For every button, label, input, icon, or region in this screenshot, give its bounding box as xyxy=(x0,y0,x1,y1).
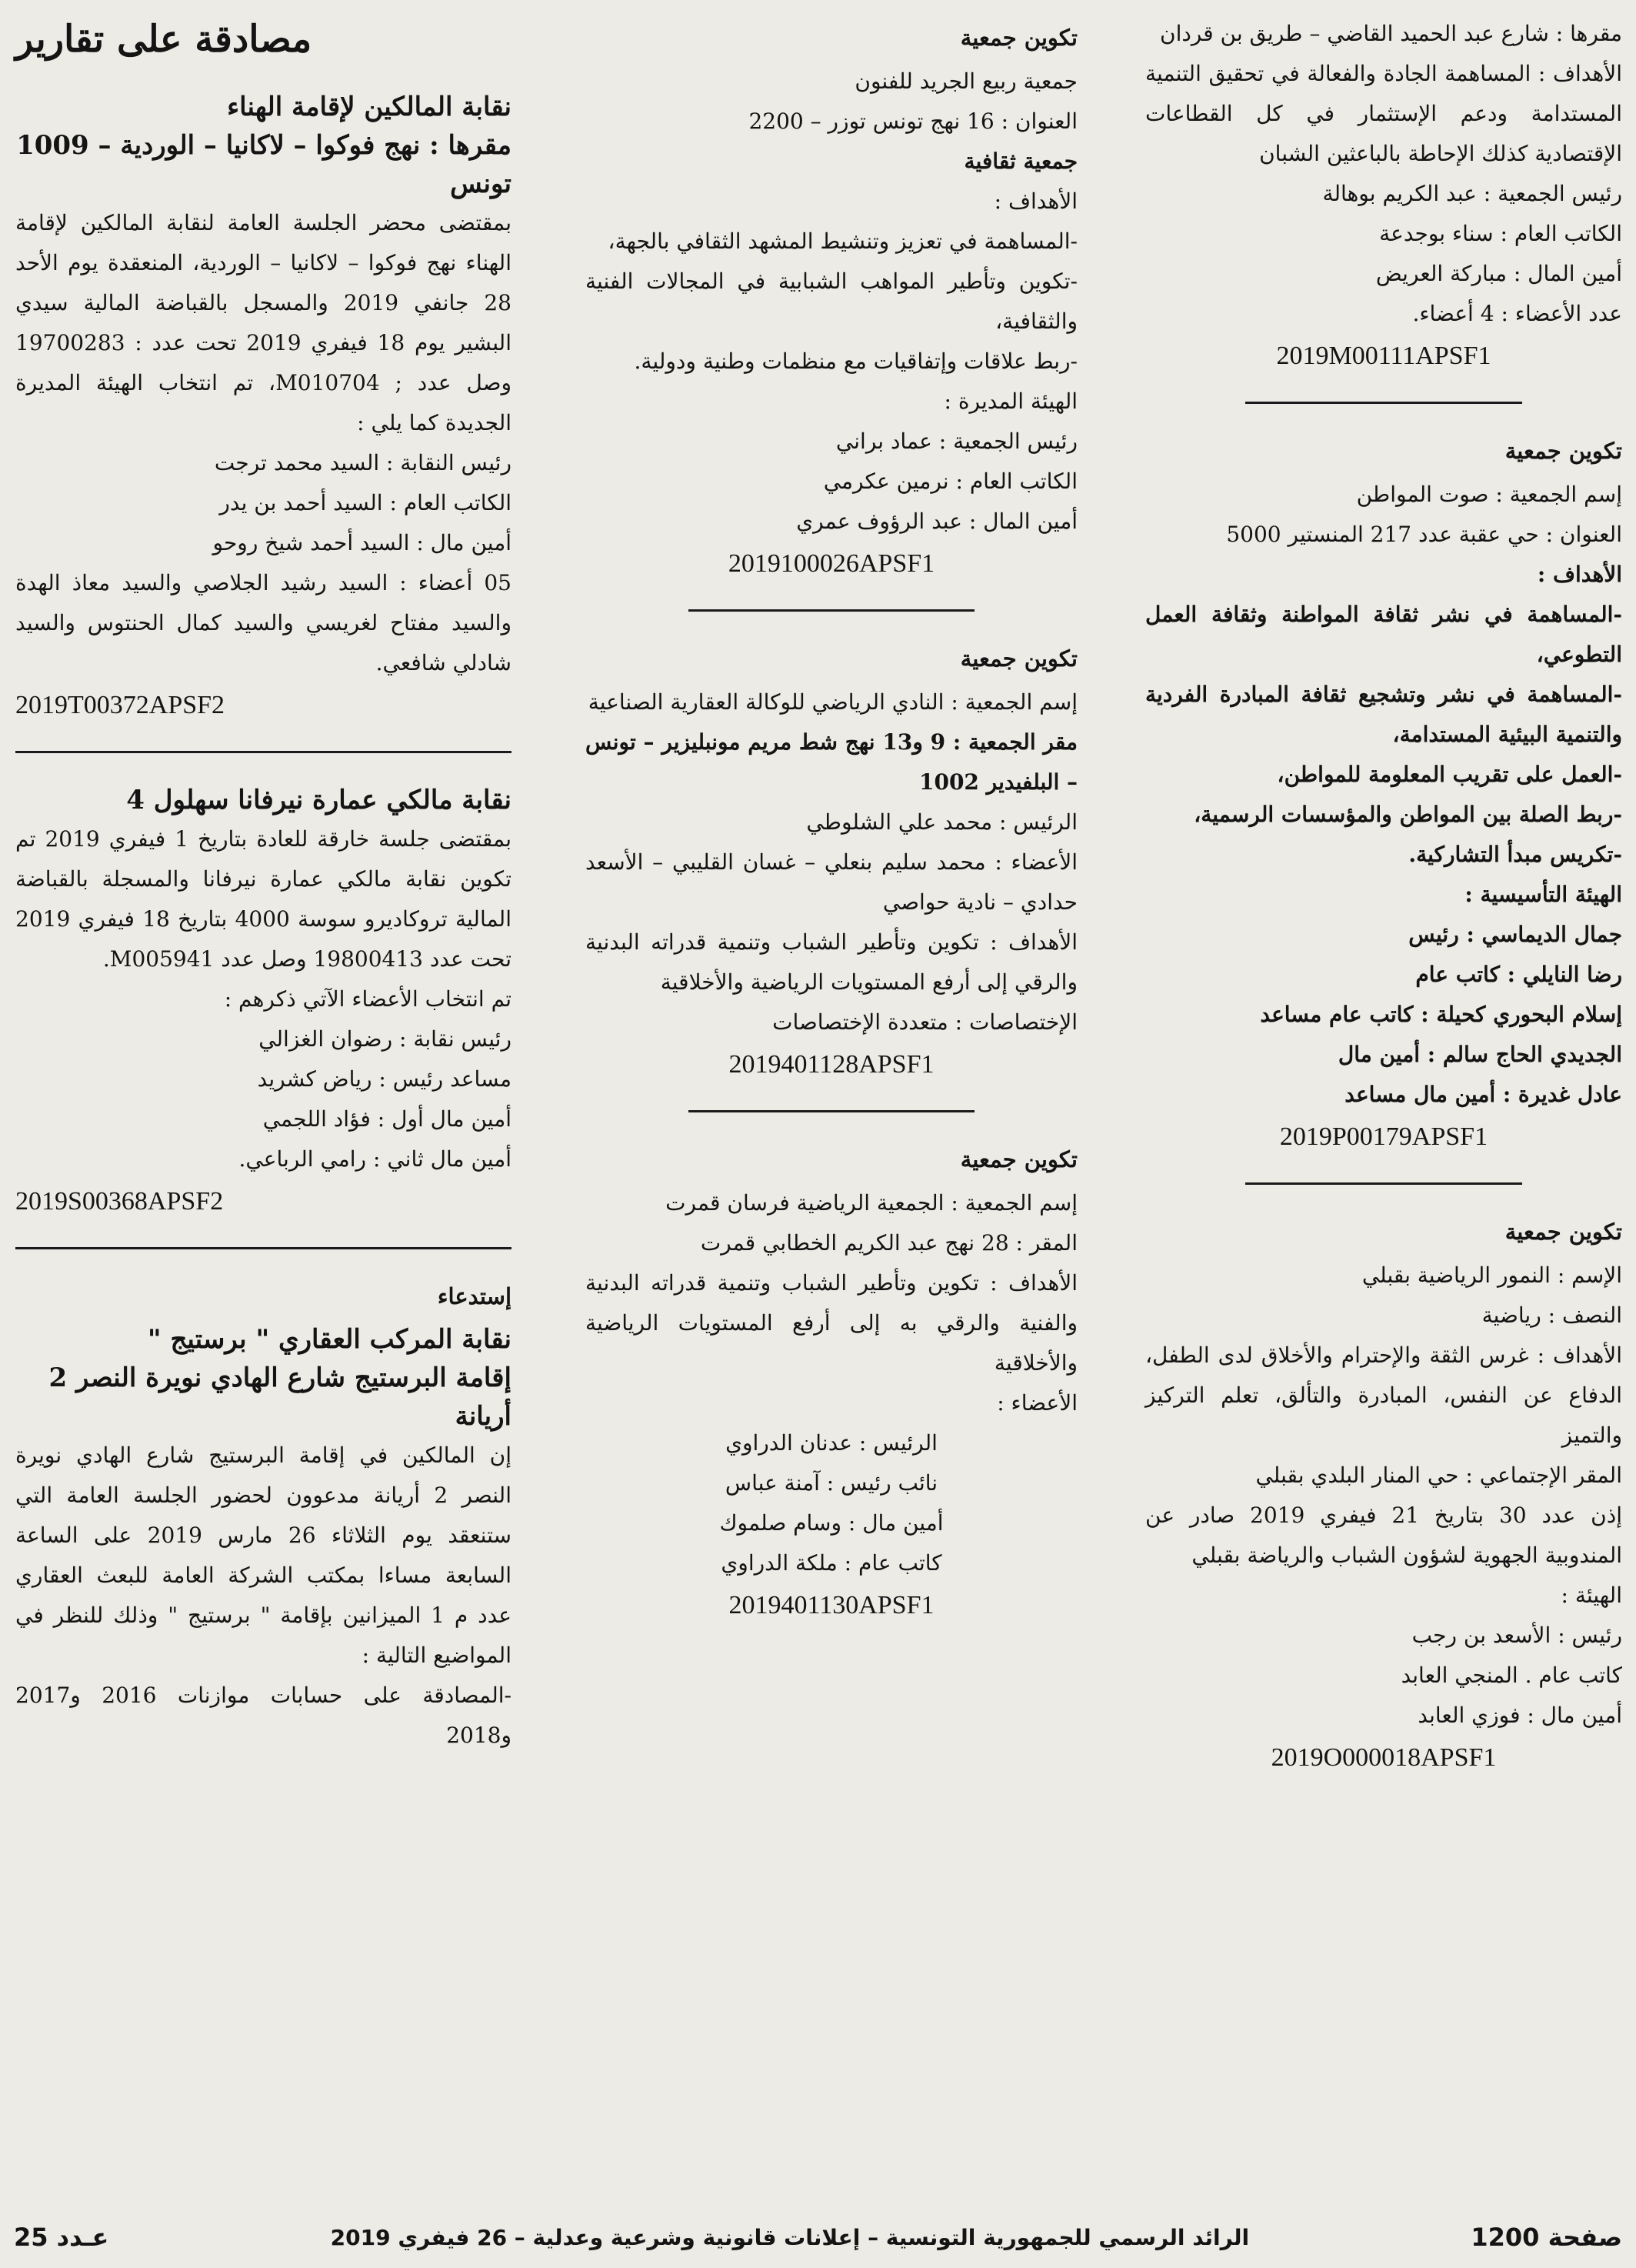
reference-code: 2019S00368APSF2 xyxy=(15,1187,224,1216)
notice-line: الكاتب العام : السيد أحمد بن يدر xyxy=(219,490,511,515)
notice-2 xyxy=(1145,432,1622,1156)
notice-line: -المصادقة على حسابات موازنات 2016 و2017 و2018 xyxy=(15,1683,511,1748)
notice-7 xyxy=(15,88,511,725)
notice-line: الأهداف : xyxy=(994,188,1078,214)
notice-line: الأهداف : xyxy=(1537,562,1622,587)
notice-line: عادل غديرة : أمين مال مساعد xyxy=(1344,1082,1622,1107)
notice-1 xyxy=(1145,14,1622,375)
notice-line: رئيس النقابة : السيد محمد ترجت xyxy=(214,450,511,475)
column-middle xyxy=(585,14,1078,1625)
divider xyxy=(688,609,974,612)
page-number: صفحة 1200 xyxy=(1471,2223,1622,2252)
notice-subheading: إقامة البرستيج شارع الهادي نويرة النصر 2 أريانة xyxy=(48,1362,511,1432)
notice-line: الإسم : النمور الرياضية بقبلي xyxy=(1361,1262,1622,1288)
notice-line: الهيئة المديرة : xyxy=(944,389,1078,414)
notice-line: تم انتخاب الأعضاء الآتي ذكرهم : xyxy=(224,986,511,1012)
reference-code: 2019100026APSF1 xyxy=(728,549,935,578)
notice-line: -ربط علاقات وإتفاقيات مع منظمات وطنية ودولية. xyxy=(634,349,1078,374)
notice-line: الرئيس : عدنان الدراوي xyxy=(725,1430,938,1456)
notice-heading: تكوين جمعية xyxy=(960,1146,1078,1172)
notice-line: مساعد رئيس : رياض كشريد xyxy=(257,1066,511,1092)
divider xyxy=(688,1110,974,1112)
notice-9 xyxy=(15,1277,511,1756)
notice-line: أمين مال : وسام صلموك xyxy=(719,1510,944,1536)
notice-line: بمقتضى جلسة خارقة للعادة بتاريخ 1 فيفري 2019 تم تكوين نقابة مالكي عمارة نيرفانا والمسجلة بالقباضة المالية تروكاديرو سوسة 4000 بتاريخ 18 فيفري 2019 تحت عدد 19800413 وصل عدد M005941. xyxy=(15,826,511,972)
reference-code: 2019M00111APSF1 xyxy=(1276,342,1491,370)
notice-line: جمعية ثقافية xyxy=(964,148,1078,174)
column-right xyxy=(1145,14,1622,1777)
notice-line: كاتب عام : ملكة الدراوي xyxy=(721,1550,942,1576)
notice-heading: تكوين جمعية xyxy=(960,25,1078,51)
notice-line: جمعية ربيع الجريد للفنون xyxy=(855,68,1078,94)
notice-line: مقر الجمعية : 9 و13 نهج شط مريم مونبليزير – تونس – البلفيدير 1002 xyxy=(585,729,1078,795)
notice-line: النصف : رياضية xyxy=(1481,1302,1622,1328)
issue-number: عـدد 25 xyxy=(14,2223,109,2252)
notice-line: -المساهمة في نشر وتشجيع ثقافة المبادرة الفردية والتنمية البيئية المستدامة، xyxy=(1145,682,1622,747)
notice-line: -العمل على تقريب المعلومة للمواطن، xyxy=(1277,762,1622,787)
notice-label: إستدعاء xyxy=(437,1283,511,1309)
notice-line: الكاتب العام : نرمين عكرمي xyxy=(823,469,1078,494)
notice-line: الكاتب العام : سناء بوجدعة xyxy=(1379,221,1622,246)
notice-subheading: مقرها : نهج فوكوا – لاكانيا – الوردية – 1009 تونس xyxy=(16,130,511,199)
notice-line: رئيس : الأسعد بن رجب xyxy=(1411,1623,1622,1648)
reference-code: 2019401130APSF1 xyxy=(728,1591,935,1619)
notice-line: أمين المال : مباركة العريض xyxy=(1375,261,1622,286)
notice-line: الأهداف : المساهمة الجادة والفعالة في تحقيق التنمية المستدامة ودعم الإستثمار في كل القطاعات الإقتصادية كذلك الإحاطة بالباعثين الشبان xyxy=(1145,61,1622,166)
notice-line: إسلام البحوري كحيلة : كاتب عام مساعد xyxy=(1260,1002,1622,1027)
notice-line: رئيس الجمعية : عبد الكريم بوهالة xyxy=(1322,181,1622,206)
notice-line: -تكريس مبدأ التشاركية. xyxy=(1408,842,1622,867)
notice-heading: تكوين جمعية xyxy=(960,645,1078,672)
reference-code: 2019T00372APSF2 xyxy=(15,691,225,719)
section-title: مصادقة على تقارير xyxy=(15,18,312,61)
notice-line: رئيس الجمعية : عماد براني xyxy=(835,429,1078,454)
notice-line: نائب رئيس : آمنة عباس xyxy=(725,1470,938,1496)
notice-line: -ربط الصلة بين المواطن والمؤسسات الرسمية، xyxy=(1194,802,1622,827)
notice-line: الأهداف : تكوين وتأطير الشباب وتنمية قدراته البدنية والرقي إلى أرفع المستويات الرياضية والأخلاقية xyxy=(585,929,1078,995)
reference-code: 2019P00179APSF1 xyxy=(1279,1122,1488,1151)
notice-line: إسم الجمعية : صوت المواطن xyxy=(1356,482,1622,507)
notice-line: رضا النايلي : كاتب عام xyxy=(1415,962,1622,987)
notice-line: العنوان : 16 نهج تونس توزر – 2200 xyxy=(748,108,1078,134)
notice-line: الهيئة : xyxy=(1561,1583,1622,1608)
notice-line: -تكوين وتأطير المواهب الشبابية في المجالات الفنية والثقافية، xyxy=(585,268,1078,334)
notice-line: أمين مال : فوزي العابد xyxy=(1418,1703,1622,1728)
notice-line: الأعضاء : محمد سليم بنعلي – غسان القليبي – الأسعد حدادي – نادية حواصي xyxy=(585,849,1078,915)
notice-line: الأعضاء : xyxy=(997,1390,1078,1416)
notice-heading: تكوين جمعية xyxy=(1504,1219,1622,1245)
notice-line: 05 أعضاء : السيد رشيد الجلاصي والسيد معاذ الهدة والسيد مفتاح لغريسي والسيد كمال الحنتوس والسيد شادلي شافعي. xyxy=(15,570,511,675)
notice-line: المقر الإجتماعي : حي المنار البلدي بقبلي xyxy=(1255,1463,1622,1488)
notice-line: إسم الجمعية : النادي الرياضي للوكالة العقارية الصناعية xyxy=(588,689,1078,715)
notice-line: إسم الجمعية : الجمعية الرياضية فرسان قمرت xyxy=(665,1190,1078,1216)
divider xyxy=(15,1247,511,1249)
notice-line: الأهداف : غرس الثقة والإحترام والأخلاق لدى الطفل، الدفاع عن النفس، المبادرة والتألق، تعلم التركيز والتميز xyxy=(1145,1342,1622,1448)
notice-line: العنوان : حي عقبة عدد 217 المنستير 5000 xyxy=(1226,522,1622,547)
notice-line: -المساهمة في تعزيز وتنشيط المشهد الثقافي بالجهة، xyxy=(608,228,1078,254)
notice-line: إن المالكين في إقامة البرستيج شارع الهادي نويرة النصر 2 أريانة مدعوون لحضور الجلسة العامة التي ستنعقد يوم الثلاثاء 26 مارس 2019 على الساعة السابعة مساءا بمكتب الشركة العامة للبعث العقاري عدد م 1 الميزانين بإقامة " برستيج " وذلك للنظر في المواضيع التالية : xyxy=(15,1443,512,1668)
notice-line: كاتب عام . المنجي العابد xyxy=(1401,1663,1622,1688)
notice-line: أمين مال ثاني : رامي الرباعي. xyxy=(238,1146,511,1172)
divider xyxy=(1245,1182,1522,1185)
publication-line: الرائد الرسمي للجمهورية التونسية – إعلانات قانونية وشرعية وعدلية – 26 فيفري 2019 xyxy=(330,2224,1250,2250)
notice-6 xyxy=(585,1140,1078,1625)
notice-4 xyxy=(585,18,1078,583)
notice-line: المقر : 28 نهج عبد الكريم الخطابي قمرت xyxy=(700,1230,1078,1256)
notice-line: بمقتضى محضر الجلسة العامة لنقابة المالكين لإقامة الهناء نهج فوكوا – لاكانيا – الوردية، المنعقدة يوم الأحد 28 جانفي 2019 والمسجل بالقباضة المالية سيدي البشير يوم 18 فيفري 2019 تحت عدد : 19700283 وصل عدد ; M010704، تم انتخاب الهيئة المديرة الجديدة كما يلي : xyxy=(15,210,511,435)
notice-3 xyxy=(1145,1212,1622,1777)
notice-line: أمين مال : السيد أحمد شيخ روحو xyxy=(212,530,511,555)
notice-heading: تكوين جمعية xyxy=(1504,438,1622,464)
notice-line: عدد الأعضاء : 4 أعضاء. xyxy=(1412,301,1622,326)
notice-heading: نقابة المركب العقاري " برستيج " xyxy=(147,1324,511,1355)
notice-line: مقرها : شارع عبد الحميد القاضي – طريق بن قردان xyxy=(1160,21,1622,46)
notice-5 xyxy=(585,639,1078,1084)
notice-line: الهيئة التأسيسية : xyxy=(1464,882,1622,907)
column-left xyxy=(15,14,511,1756)
notice-line: جمال الديماسي : رئيس xyxy=(1408,922,1622,947)
divider xyxy=(1245,402,1522,404)
divider xyxy=(15,751,511,753)
notice-line: إذن عدد 30 بتاريخ 21 فيفري 2019 صادر عن المندوبية الجهوية لشؤون الشباب والرياضة بقبلي xyxy=(1145,1503,1622,1568)
notice-heading: نقابة المالكين لإقامة الهناء xyxy=(227,92,511,122)
notice-8 xyxy=(15,781,511,1221)
notice-heading: نقابة مالكي عمارة نيرفانا سهلول 4 xyxy=(126,785,511,815)
reference-code: 2019O000018APSF1 xyxy=(1271,1743,1497,1772)
notice-line: الأهداف : تكوين وتأطير الشباب وتنمية قدراته البدنية والفنية والرقي به إلى أرفع المستويات الرياضية والأخلاقية xyxy=(585,1270,1078,1376)
notice-line: الإختصاصات : متعددة الإختصاصات xyxy=(772,1009,1078,1035)
reference-code: 2019401128APSF1 xyxy=(728,1050,935,1079)
notice-line: أمين المال : عبد الرؤوف عمري xyxy=(796,509,1078,534)
page-footer xyxy=(14,2222,1622,2253)
notice-line: الرئيس : محمد علي الشلوطي xyxy=(806,809,1078,835)
notice-line: -المساهمة في نشر ثقافة المواطنة وثقافة العمل التطوعي، xyxy=(1145,602,1622,667)
notice-line: رئيس نقابة : رضوان الغزالي xyxy=(258,1026,511,1052)
notice-line: أمين مال أول : فؤاد اللجمي xyxy=(262,1106,511,1132)
notice-line: الجديدي الحاج سالم : أمين مال xyxy=(1338,1042,1622,1067)
